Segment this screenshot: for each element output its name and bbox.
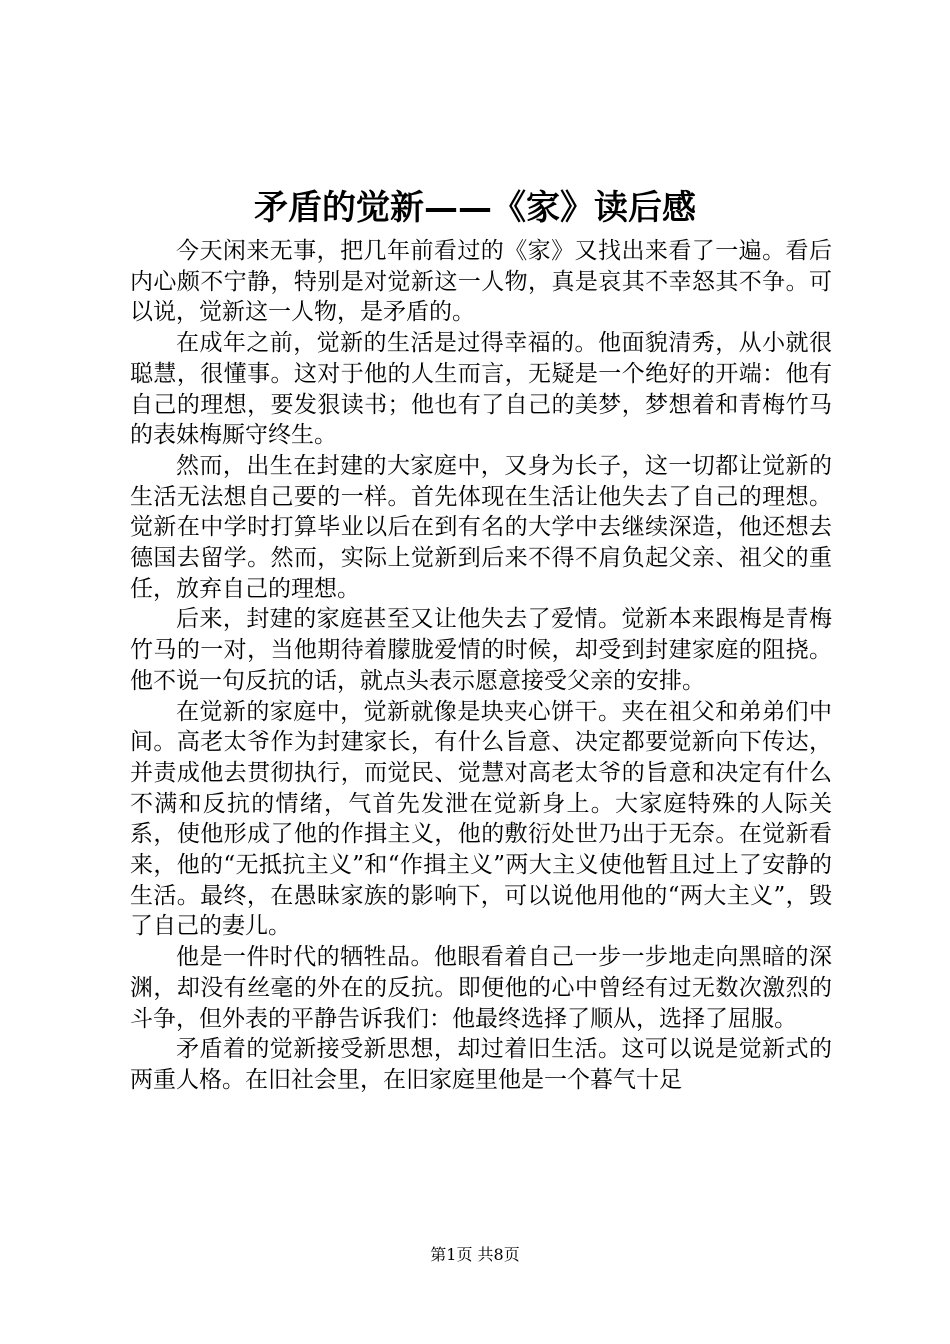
paragraph: 然而，出生在封建的大家庭中，又身为长子，这一切都让觉新的生活无法想自己要的一样。首先体现在生活让他失去了自己的理想。觉新在中学时打算毕业以后在到有名的大学中去继续深造，他还想去德国去留学。然而，实际上觉新到后来不得不肩负起父亲、祖父的重任，放弃自己的理想。 (130, 452, 832, 602)
paragraph: 他是一件时代的牺牲品。他眼看着自己一步一步地走向黑暗的深渊，却没有丝毫的外在的反抗。即便他的心中曾经有过无数次激烈的斗争，但外表的平静告诉我们：他最终选择了顺从，选择了屈服。 (130, 944, 832, 1032)
page-number-footer: 第1页 共8页 (430, 1245, 520, 1264)
paragraph: 今天闲来无事，把几年前看过的《家》又找出来看了一遍。看后内心颇不宁静，特别是对觉新这一人物，真是哀其不幸怒其不争。可以说，觉新这一人物，是矛盾的。 (130, 238, 832, 326)
paragraph: 矛盾着的觉新接受新思想，却过着旧生活。这可以说是觉新式的两重人格。在旧社会里，在旧家庭里他是一个暮气十足 (130, 1036, 832, 1093)
document-title: 矛盾的觉新——《家》读后感 (254, 188, 696, 228)
paragraph: 在觉新的家庭中，觉新就像是块夹心饼干。夹在祖父和弟弟们中间。高老太爷作为封建家长，有什么旨意、决定都要觉新向下传达，并责成他去贯彻执行，而觉民、觉慧对高老太爷的旨意和决定有什么不满和反抗的情绪，气首先发泄在觉新身上。大家庭特殊的人际关系，使他形成了他的作揖主义，他的敷衍处世乃出于无奈。在觉新看来，他的“无抵抗主义”和“作揖主义”两大主义使他暂且过上了安静的生活。最终，在愚昧家族的影响下，可以说他用他的“两大主义”，毁了自己的妻儿。 (130, 698, 832, 940)
paragraph: 后来，封建的家庭甚至又让他失去了爱情。觉新本来跟梅是青梅竹马的一对，当他期待着朦胧爱情的时候，却受到封建家庭的阻挠。他不说一句反抗的话，就点头表示愿意接受父亲的安排。 (130, 606, 832, 694)
document-body (130, 236, 832, 1096)
paragraph: 在成年之前，觉新的生活是过得幸福的。他面貌清秀，从小就很聪慧，很懂事。这对于他的人生而言，无疑是一个绝好的开端：他有自己的理想，要发狠读书；他也有了自己的美梦，梦想着和青梅竹马的表妹梅厮守终生。 (130, 330, 832, 449)
